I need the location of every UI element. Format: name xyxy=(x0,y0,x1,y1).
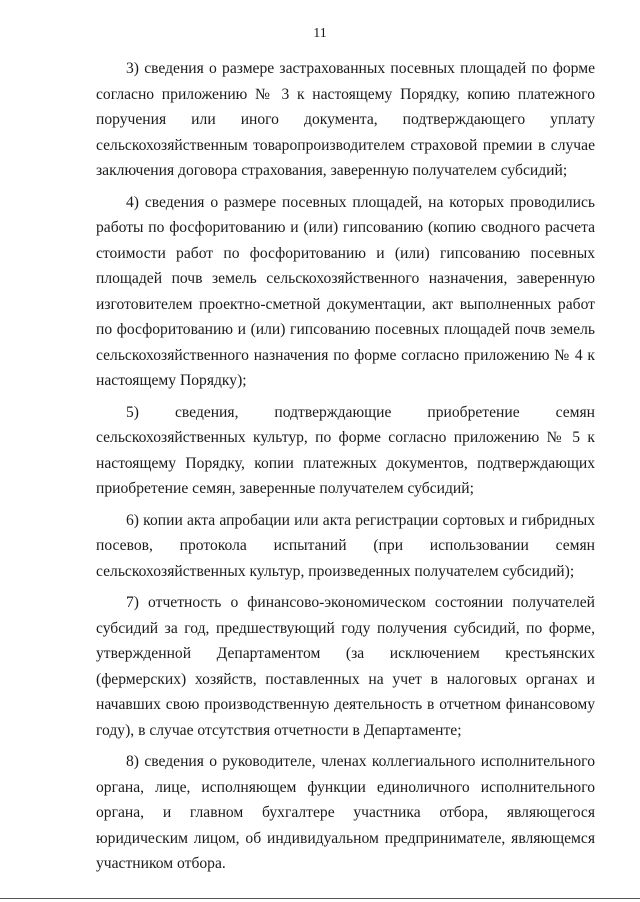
paragraph-item-6: 6) копии акта апробации или акта регистрации сортовых и гибридных посевов, протокола испытаний (при использовании семян сельскохозяйственных культур, произведенных получателем субсидий); xyxy=(96,511,595,580)
paragraph-item-8: 8) сведения о руководителе, членах коллегиального исполнительного органа, лице, исполняющем функции единоличного исполнительного органа, и главном бухгалтере участника отбора, являющегося юридическим лицом, об индивидуальном предпринимателе, являющемся участником отбора. xyxy=(96,753,595,872)
page-number: 11 xyxy=(313,26,327,41)
paragraph-item-5: 5) сведения, подтверждающие приобретение семян сельскохозяйственных культур, по форме согласно приложению № 5 к настоящему Порядку, копии платежных документов, подтверждающих приобретение семян, заверенные получателем субсидий; xyxy=(96,403,595,497)
bottom-divider xyxy=(0,898,640,899)
document-body xyxy=(96,56,595,877)
paragraph-item-7: 7) отчетность о финансово-экономическом состоянии получателей субсидий за год, предшествующий году получения субсидий, по форме, утвержденной Департаментом (за исключением крестьянских (фермерских) хозяйств, поставленных на учет в налоговых органах и начавших свою производственную деятельность в отчетном финансовому году), в случае отсутствия отчетности в Департаменте; xyxy=(96,594,595,739)
paragraph-item-3: 3) сведения о размере застрахованных посевных площадей по форме согласно приложению № 3 к настоящему Порядку, копию платежного поручения или иного документа, подтверждающего уплату сельскохозяйственным товаропроизводителем страховой премии в случае заключения договора страхования, заверенную получателем субсидий; xyxy=(96,60,595,179)
paragraph-item-4: 4) сведения о размере посевных площадей, на которых проводились работы по фосфоритованию и (или) гипсованию (копию сводного расчета стоимости работ по фосфоритованию и (или) гипсованию посевных площадей почв земель сельскохозяйственного назначения, заверенную изготовителем проектно-сметной документации, акт выполненных работ по фосфоритованию и (или) гипсованию посевных площадей почв земель сельскохозяйственного назначения по форме согласно приложению № 4 к настоящему Порядку); xyxy=(96,193,595,389)
